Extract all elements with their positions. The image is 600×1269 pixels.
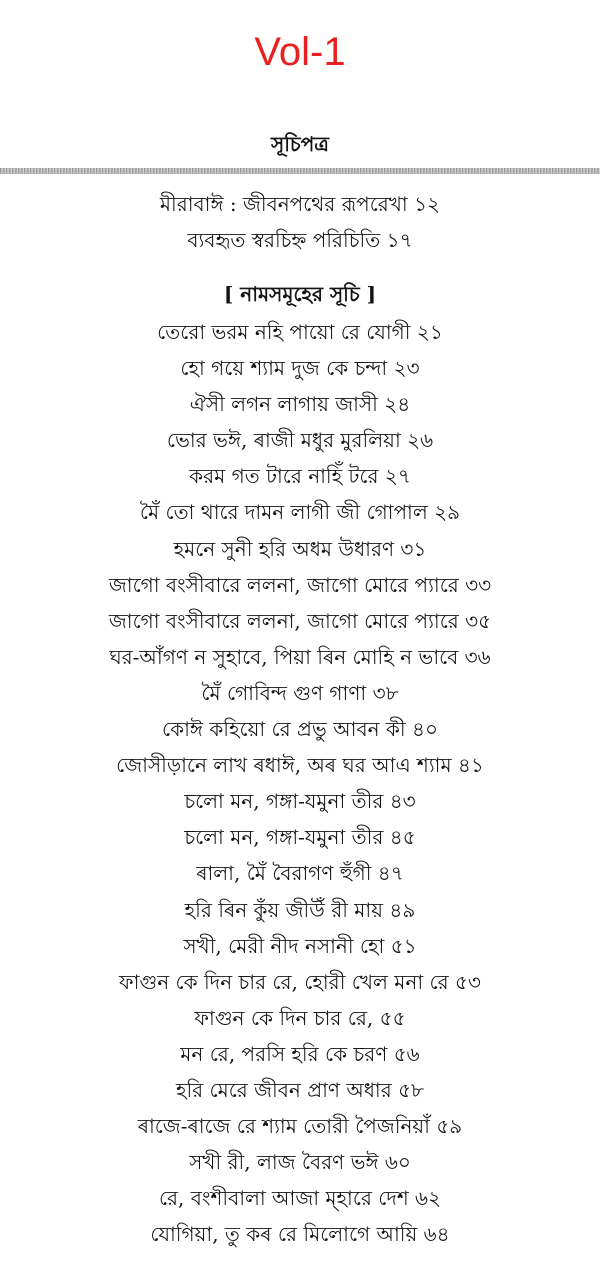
toc-entry: সখী রী, লাজ বৈরণ ভঈ ৬০ [189,1150,411,1175]
toc-entry: যোগিয়া, তু কৰ রে মিলোগে আয়ি ৬৪ [150,1222,450,1247]
toc-entry: চলো মন, গঙ্গা-যমুনা তীর ৪৩ [184,789,416,814]
toc-entry: সখী, মেরী নীদ নসানী হো ৫১ [183,933,417,958]
toc-entries-list [0,314,600,1252]
toc-entry: তেরো ভরম নহি পায়ো রে যোগী ২১ [157,320,443,344]
divider-rule [0,168,600,174]
toc-entry: মৈঁ গোবিন্দ গুণ গাণা ৩৮ [201,680,399,705]
intro-line-biography: মীরাবাঈ : জীবনপথের রূপরেখা ১২ [159,192,441,216]
toc-entry: জোসীড়ানে লাখ ৰধাঈ, অৰ ঘর আএ শ্যাম ৪১ [116,753,484,778]
toc-entry: ৰাজে-ৰাজে রে শ্যাম তোরী পৈজনিয়াঁ ৫৯ [137,1114,463,1139]
toc-entry: রে, বংশীবালা আজা ম্হারে দেশ ৬২ [158,1186,442,1211]
toc-entry: হরি ৰিন কুঁয় জীউঁ রী মায় ৪৯ [184,897,416,922]
toc-entry: ফাগুন কে দিন চার রে, ৫৫ [194,1005,406,1030]
toc-entry: হো গয়ে শ্যাম দুজ কে চন্দা ২৩ [180,356,420,381]
toc-entry: হমনে সুনী হরি অধম উধারণ ৩১ [173,536,427,561]
toc-entry: জাগো বংসীবারে ললনা, জাগো মোরে প্যারে ৩৫ [108,608,492,633]
toc-entry: ৰালা, মৈঁ বৈরাগণ হুঁগী ৪৭ [196,861,404,886]
toc-entry: মৈঁ তো থারে দামন লাগী জী গোপাল ২৯ [139,500,461,525]
volume-label: Vol-1 [254,30,346,74]
toc-entry: করম গত টারে নাহিঁ টরে ২৭ [189,464,411,489]
toc-entry: ভোর ভঈ, ৰাজী মধুর মুরলিয়া ২৬ [166,428,434,453]
toc-entry: জাগো বংসীবারে ললনা, জাগো মোরে প্যারে ৩৩ [108,572,492,597]
page-title: সূচিপত্র [271,132,329,156]
toc-entry: ঘর-আঁগণ ন সুহাবে, পিয়া ৰিন মোহি ন ভাবে ৩৬ [109,644,491,669]
toc-entry: ঐসী লগন লাগায় জাসী ২৪ [189,392,411,417]
toc-entry: চলো মন, গঙ্গা-যমুনা তীর ৪৫ [184,825,416,850]
toc-entry: কোঈ কহিয়ো রে প্রভু আবন কী ৪০ [162,717,438,742]
toc-entry: হরি মেরে জীবন প্রাণ অধার ৫৮ [175,1077,425,1102]
section-title: [ নামসমূহের সূচি ] [223,282,377,306]
toc-entry: ফাগুন কে দিন চার রে, হোরী খেল মনা রে ৫৩ [119,969,481,994]
intro-line-notation: ব্যবহৃত স্বরচিহ্ন পরিচিতি ১৭ [187,228,413,252]
toc-entry: মন রে, পরসি হরি কে চরণ ৫৬ [180,1041,420,1066]
